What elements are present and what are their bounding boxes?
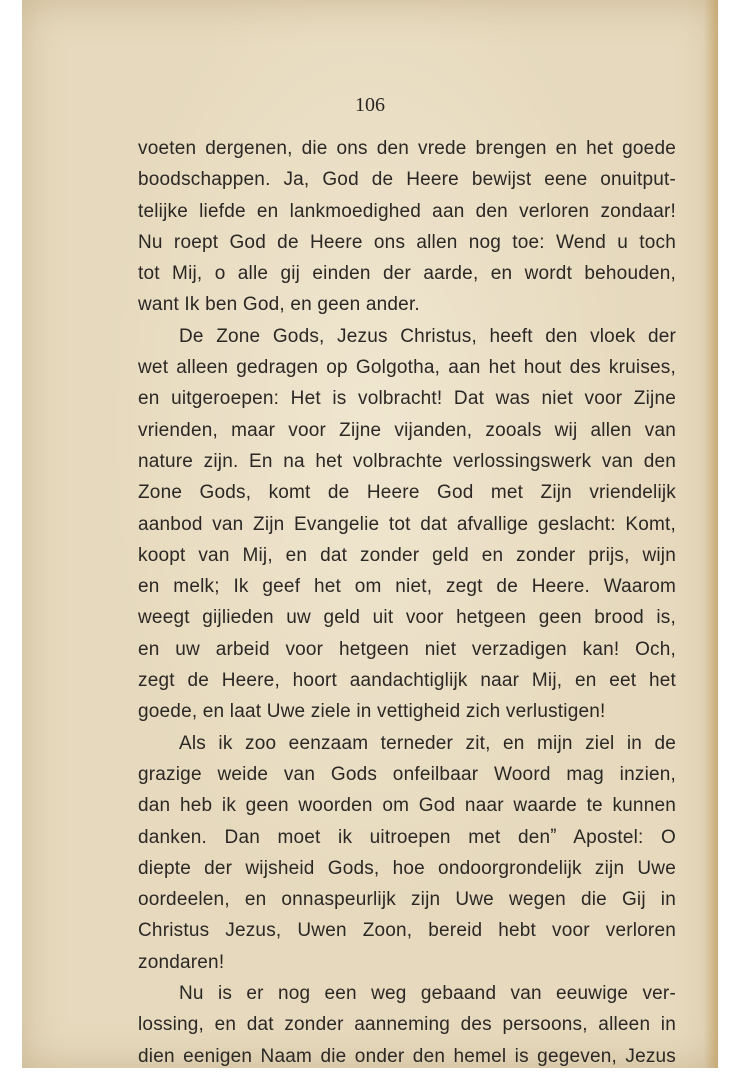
text-line: boodschappen. Ja, God de Heere bewijst eene onuitput-	[138, 169, 676, 191]
text-line: zegt de Heere, hoort aandachtiglijk naar Mij, en eet het	[138, 670, 676, 692]
text-line: Christus Jezus, Uwen Zoon, bereid hebt voor verloren	[138, 920, 676, 942]
text-line: Nu is er nog een weg gebaand van eeuwige ver-	[179, 983, 676, 1005]
text-line: wet alleen gedragen op Golgotha, aan het hout des kruises,	[138, 357, 676, 379]
text-line: dan heb ik geen woorden om God naar waarde te kunnen	[138, 795, 676, 817]
text-line: goede, en laat Uwe ziele in vettigheid zich verlustigen!	[138, 701, 606, 723]
paragraph	[138, 133, 676, 321]
book-page	[22, 0, 718, 1068]
text-line: De Zone Gods, Jezus Christus, heeft den vloek der	[179, 325, 676, 347]
text-line: weegt gijlieden uw geld uit voor hetgeen geen brood is,	[138, 607, 676, 629]
body-text	[138, 133, 676, 1072]
paragraph	[138, 978, 676, 1072]
text-line: diepte der wijsheid Gods, hoe ondoorgrondelijk zijn Uwe	[138, 857, 676, 879]
text-line: oordeelen, en onnaspeurlijk zijn Uwe wegen die Gij in	[138, 889, 676, 911]
text-line: dien eenigen Naam die onder den hemel is gegeven, Jezus	[138, 1045, 676, 1067]
paragraph	[138, 321, 676, 728]
text-line: danken. Dan moet ik uitroepen met denˮ Apostel: O	[138, 826, 676, 848]
text-line: Nu roept God de Heere ons allen nog toe: Wend u toch	[138, 231, 676, 253]
text-line: en uitgeroepen: Het is volbracht! Dat was niet voor Zijne	[138, 388, 676, 410]
paragraph	[138, 728, 676, 978]
text-line: lossing, en dat zonder aanneming des persoons, alleen in	[138, 1014, 676, 1036]
text-line: telijke liefde en lankmoedighed aan den verloren zondaar!	[138, 200, 676, 222]
text-line: vrienden, maar voor Zijne vijanden, zooals wij allen van	[138, 419, 676, 441]
text-line: nature zijn. En na het volbrachte verlossingswerk van den	[138, 450, 676, 472]
text-line: grazige weide van Gods onfeilbaar Woord mag inzien,	[138, 763, 676, 785]
text-line: koopt van Mij, en dat zonder geld en zonder prijs, wijn	[138, 544, 676, 566]
text-line: tot Mij, o alle gij einden der aarde, en wordt behouden,	[138, 263, 676, 285]
text-line: voeten dergenen, die ons den vrede brengen en het goede	[138, 138, 676, 159]
text-line: want Ik ben God, en geen ander.	[138, 294, 420, 316]
page-number: 106	[355, 94, 385, 116]
text-line: Als ik zoo eenzaam terneder zit, en mijn ziel in de	[179, 732, 676, 754]
text-line: Zone Gods, komt de Heere God met Zijn vriendelijk	[138, 482, 676, 504]
text-line: aanbod van Zijn Evangelie tot dat afvallige geslacht: Komt,	[138, 513, 676, 535]
text-line: en melk; Ik geef het om niet, zegt de Heere. Waarom	[138, 576, 676, 598]
text-line: zondaren!	[138, 951, 225, 973]
text-line: en uw arbeid voor hetgeen niet verzadigen kan! Och,	[138, 638, 676, 660]
